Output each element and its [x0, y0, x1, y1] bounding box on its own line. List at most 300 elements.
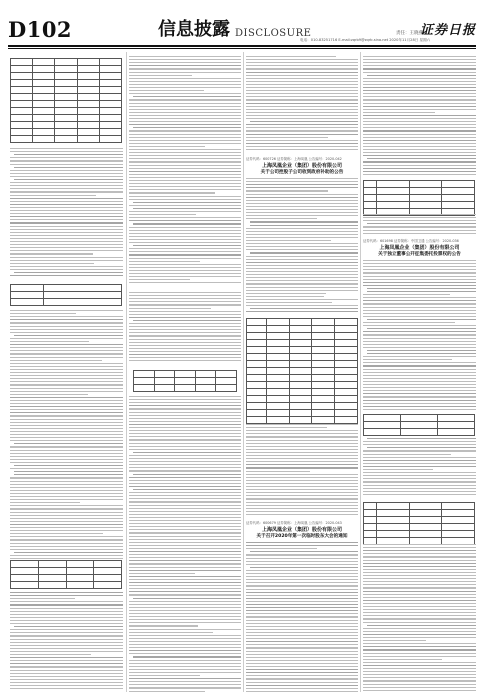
text-line	[10, 213, 123, 214]
body-text	[10, 592, 123, 692]
text-line	[10, 253, 93, 254]
text-line	[246, 582, 358, 583]
text-line	[246, 96, 358, 97]
text-line	[129, 480, 241, 481]
text-line	[363, 553, 476, 554]
notice-title: 关于独立董事公开征集委托投票权的公告	[378, 252, 461, 257]
text-column-4	[363, 52, 476, 692]
text-line	[129, 638, 241, 639]
text-line	[10, 450, 123, 451]
text-line	[129, 666, 241, 667]
text-line	[246, 283, 358, 284]
text-line	[129, 399, 241, 400]
data-table	[10, 284, 122, 306]
text-line	[246, 109, 358, 110]
text-line	[10, 198, 123, 199]
text-line	[363, 322, 455, 323]
text-line	[10, 160, 123, 161]
text-line	[363, 581, 476, 582]
text-line	[10, 332, 123, 333]
text-line	[363, 677, 476, 678]
text-column-1	[10, 52, 123, 692]
text-line	[129, 508, 241, 509]
text-line	[363, 403, 476, 404]
text-line	[363, 628, 476, 629]
body-text	[363, 56, 476, 176]
text-line	[10, 419, 123, 420]
text-line	[10, 188, 123, 189]
text-line	[363, 609, 476, 610]
text-line	[363, 387, 476, 388]
text-line	[10, 378, 123, 379]
text-line	[363, 161, 476, 162]
text-line	[246, 589, 358, 590]
text-line	[363, 62, 476, 63]
text-line	[246, 65, 358, 66]
text-line	[363, 146, 476, 147]
text-line	[246, 206, 358, 207]
text-line	[246, 632, 358, 633]
text-line	[129, 186, 241, 187]
text-line	[129, 357, 241, 358]
text-line	[10, 502, 80, 503]
text-line	[129, 557, 241, 558]
text-line	[363, 594, 476, 595]
text-line	[129, 678, 241, 679]
text-line	[10, 269, 123, 270]
text-line	[129, 317, 241, 318]
text-line	[363, 217, 476, 218]
text-line	[363, 103, 476, 104]
text-line	[129, 405, 241, 406]
data-table	[246, 318, 358, 424]
masthead-rule-thin	[8, 48, 476, 49]
text-line	[246, 262, 358, 263]
text-line	[129, 396, 241, 397]
text-line	[10, 310, 123, 311]
text-line	[129, 672, 241, 673]
text-line	[129, 68, 241, 69]
text-line	[129, 588, 241, 589]
text-line	[363, 488, 476, 489]
text-line	[246, 542, 358, 543]
text-line	[129, 332, 241, 333]
text-line	[10, 533, 103, 534]
text-line	[10, 642, 123, 643]
text-line	[246, 212, 358, 213]
page-number: D102	[8, 17, 73, 42]
text-line	[129, 103, 241, 104]
body-text	[246, 424, 358, 516]
text-line	[10, 493, 123, 494]
text-line	[129, 619, 241, 620]
text-line	[133, 127, 241, 128]
text-line	[246, 280, 358, 281]
text-line	[10, 366, 123, 367]
notice-company: 上海凤凰企业（集团）股份有限公司	[261, 163, 342, 169]
text-line	[363, 578, 476, 579]
text-line	[129, 130, 241, 131]
text-line	[10, 422, 123, 423]
text-line	[129, 137, 241, 138]
text-line	[129, 526, 241, 527]
text-line	[246, 443, 358, 444]
text-line	[246, 234, 358, 235]
text-line	[246, 427, 327, 428]
text-line	[133, 656, 241, 657]
text-line	[246, 502, 358, 503]
text-line	[246, 228, 358, 229]
text-line	[363, 390, 476, 391]
text-line	[246, 449, 358, 450]
section-title: 信息披露	[158, 19, 230, 40]
text-line	[10, 369, 123, 370]
text-line	[246, 691, 358, 692]
text-line	[10, 400, 123, 401]
text-line	[10, 536, 123, 537]
text-line	[10, 508, 123, 509]
data-table	[363, 414, 475, 436]
text-line	[10, 232, 123, 233]
text-line	[363, 294, 450, 295]
text-line	[129, 304, 241, 305]
text-line	[129, 65, 241, 66]
text-line	[246, 246, 358, 247]
text-line	[246, 595, 358, 596]
text-line	[246, 274, 358, 275]
text-line	[363, 334, 476, 335]
text-line	[363, 475, 476, 476]
body-text	[129, 56, 241, 286]
text-line	[246, 558, 358, 559]
text-line	[363, 478, 476, 479]
text-line	[129, 93, 241, 94]
text-line	[10, 229, 123, 230]
text-line	[246, 461, 358, 462]
text-line	[129, 591, 241, 592]
text-line	[246, 685, 358, 686]
text-line	[10, 481, 123, 482]
text-line	[10, 415, 123, 416]
text-line	[246, 218, 317, 219]
text-line	[10, 676, 123, 677]
text-line	[10, 477, 123, 478]
text-line	[133, 223, 241, 224]
text-line	[246, 106, 358, 107]
text-line	[129, 248, 241, 249]
text-line	[246, 268, 358, 269]
text-line	[363, 300, 476, 301]
text-line	[10, 406, 123, 407]
text-line	[363, 640, 426, 641]
text-line	[10, 527, 123, 528]
text-line	[246, 613, 358, 614]
text-line	[129, 183, 241, 184]
text-line	[129, 267, 241, 268]
text-line	[129, 545, 241, 546]
text-line	[363, 674, 476, 675]
text-line	[129, 607, 241, 608]
text-line	[363, 174, 476, 175]
text-line	[10, 338, 123, 339]
text-line	[246, 480, 358, 481]
text-line	[363, 365, 476, 366]
text-line	[129, 436, 241, 437]
text-line	[363, 226, 476, 227]
text-line	[363, 460, 476, 461]
text-line	[363, 344, 476, 345]
text-line	[246, 464, 358, 465]
notice-code-line: 证券代码：600679 证券简称：上海凤凰 公告编号：2020-043	[246, 521, 342, 525]
text-line	[363, 372, 476, 373]
text-line	[10, 620, 123, 621]
text-line	[363, 356, 476, 357]
text-line	[129, 616, 241, 617]
text-line	[363, 106, 476, 107]
text-line	[129, 161, 241, 162]
text-line	[246, 592, 358, 593]
text-line	[129, 199, 241, 200]
text-line	[10, 539, 123, 540]
body-text	[363, 438, 476, 498]
text-line	[363, 115, 476, 116]
text-line	[14, 443, 123, 444]
text-line	[10, 326, 123, 327]
text-line	[129, 168, 241, 169]
text-line	[10, 173, 123, 174]
text-line	[363, 233, 476, 234]
edition-info: 责任：王晓燕	[396, 31, 423, 36]
text-line	[129, 339, 241, 340]
text-line	[10, 266, 123, 267]
text-line	[129, 270, 241, 271]
text-line	[246, 651, 358, 652]
text-line	[246, 190, 328, 191]
text-line	[10, 409, 123, 410]
body-text	[363, 544, 476, 692]
text-line	[10, 235, 123, 236]
notice-company: 上海凤凰企业（集团）股份有限公司	[261, 527, 342, 533]
text-line	[129, 81, 241, 82]
text-line	[129, 632, 213, 633]
text-line	[129, 573, 195, 574]
text-line	[129, 351, 241, 352]
text-line	[129, 72, 241, 73]
text-line	[10, 428, 123, 429]
text-line	[363, 680, 476, 681]
text-line	[129, 505, 241, 506]
text-line	[363, 362, 476, 363]
text-line	[10, 679, 123, 680]
text-line	[246, 115, 358, 116]
text-line	[10, 546, 123, 547]
text-line	[367, 328, 476, 329]
text-line	[363, 121, 476, 122]
text-line	[246, 256, 358, 257]
text-line	[10, 391, 123, 392]
text-line	[246, 433, 358, 434]
text-line	[14, 154, 123, 155]
text-line	[363, 168, 476, 169]
text-line	[129, 180, 241, 181]
text-line	[246, 87, 358, 88]
text-line	[363, 560, 476, 561]
text-line	[129, 563, 241, 564]
text-line	[129, 282, 241, 283]
text-line	[363, 668, 476, 669]
notice-title: 关于公司控股子公司收到政府补助的公告	[260, 170, 344, 175]
text-line	[129, 418, 241, 419]
text-line	[129, 121, 241, 122]
text-line	[129, 211, 241, 212]
text-line	[363, 276, 476, 277]
text-line	[129, 311, 241, 312]
text-line	[10, 654, 91, 655]
text-line	[246, 187, 358, 188]
text-line	[129, 301, 241, 302]
text-line	[10, 623, 123, 624]
text-line	[246, 440, 358, 441]
text-line	[363, 84, 476, 85]
text-line	[129, 254, 241, 255]
text-line	[129, 625, 198, 626]
text-line	[367, 353, 476, 354]
text-line	[10, 490, 123, 491]
text-line	[246, 197, 358, 198]
text-line	[246, 452, 358, 453]
text-line	[363, 587, 476, 588]
text-line	[10, 182, 123, 183]
text-line	[14, 471, 123, 472]
text-line	[363, 457, 476, 458]
text-line	[363, 378, 476, 379]
text-line	[129, 233, 241, 234]
text-line	[129, 684, 241, 685]
text-line	[246, 623, 358, 624]
text-line	[246, 265, 358, 266]
text-line	[129, 613, 241, 614]
text-line	[129, 433, 241, 434]
text-line	[363, 444, 476, 445]
body-text	[10, 310, 123, 560]
text-line	[363, 584, 476, 585]
text-line	[363, 634, 476, 635]
text-line	[10, 347, 123, 348]
text-line	[10, 210, 123, 211]
text-line	[246, 641, 358, 642]
text-line	[129, 470, 241, 471]
text-line	[363, 87, 476, 88]
text-line	[250, 567, 358, 568]
text-line	[10, 329, 123, 330]
text-line	[363, 307, 476, 308]
text-line	[246, 259, 358, 260]
text-line	[10, 372, 123, 373]
text-line	[129, 90, 204, 91]
body-text	[246, 542, 358, 692]
body-text	[129, 292, 241, 362]
text-line	[363, 220, 476, 221]
text-line	[246, 203, 358, 204]
text-line	[10, 148, 123, 149]
text-line	[129, 486, 241, 487]
column-divider	[360, 52, 361, 692]
text-line	[363, 572, 476, 573]
text-line	[10, 512, 123, 513]
text-line	[246, 140, 358, 141]
text-line	[363, 316, 476, 317]
text-line	[10, 207, 123, 208]
text-line	[246, 296, 324, 297]
text-line	[363, 68, 476, 69]
text-line	[363, 165, 476, 166]
text-line	[363, 441, 476, 442]
text-line	[246, 638, 358, 639]
text-line	[129, 412, 241, 413]
text-line	[246, 293, 326, 294]
text-line	[246, 181, 358, 182]
text-line	[246, 601, 358, 602]
text-line	[246, 644, 358, 645]
section-title-en: DISCLOSURE	[235, 28, 312, 39]
text-line	[363, 260, 476, 261]
text-line	[10, 357, 123, 358]
text-line	[246, 682, 358, 683]
text-line	[10, 375, 123, 376]
text-line	[10, 319, 123, 320]
text-line	[129, 239, 241, 240]
text-line	[246, 137, 328, 138]
text-line	[246, 626, 358, 627]
text-line	[129, 227, 241, 228]
text-line	[129, 115, 241, 116]
text-line	[10, 663, 123, 664]
text-line	[246, 672, 358, 673]
text-line	[10, 660, 123, 661]
text-line	[10, 381, 123, 382]
text-line	[246, 99, 358, 100]
text-line	[363, 606, 476, 607]
text-line	[129, 622, 241, 623]
text-line	[246, 483, 358, 484]
text-line	[246, 184, 358, 185]
text-line	[363, 137, 476, 138]
text-line	[129, 501, 241, 502]
text-line	[129, 443, 241, 444]
text-line	[246, 75, 358, 76]
text-line	[363, 375, 476, 376]
text-line	[129, 650, 241, 651]
body-text	[246, 178, 358, 314]
text-line	[133, 452, 241, 453]
text-line	[10, 601, 123, 602]
text-line	[129, 408, 241, 409]
text-line	[10, 543, 123, 544]
text-line	[246, 59, 358, 60]
text-line	[129, 261, 200, 262]
text-line	[246, 495, 358, 496]
data-table	[10, 58, 122, 143]
text-line	[10, 250, 123, 251]
text-line	[250, 551, 358, 552]
text-line	[246, 477, 358, 478]
text-line	[133, 474, 241, 475]
text-line	[133, 202, 241, 203]
text-line	[10, 651, 123, 652]
text-line	[363, 118, 476, 119]
text-line	[246, 561, 358, 562]
text-line	[129, 446, 241, 447]
